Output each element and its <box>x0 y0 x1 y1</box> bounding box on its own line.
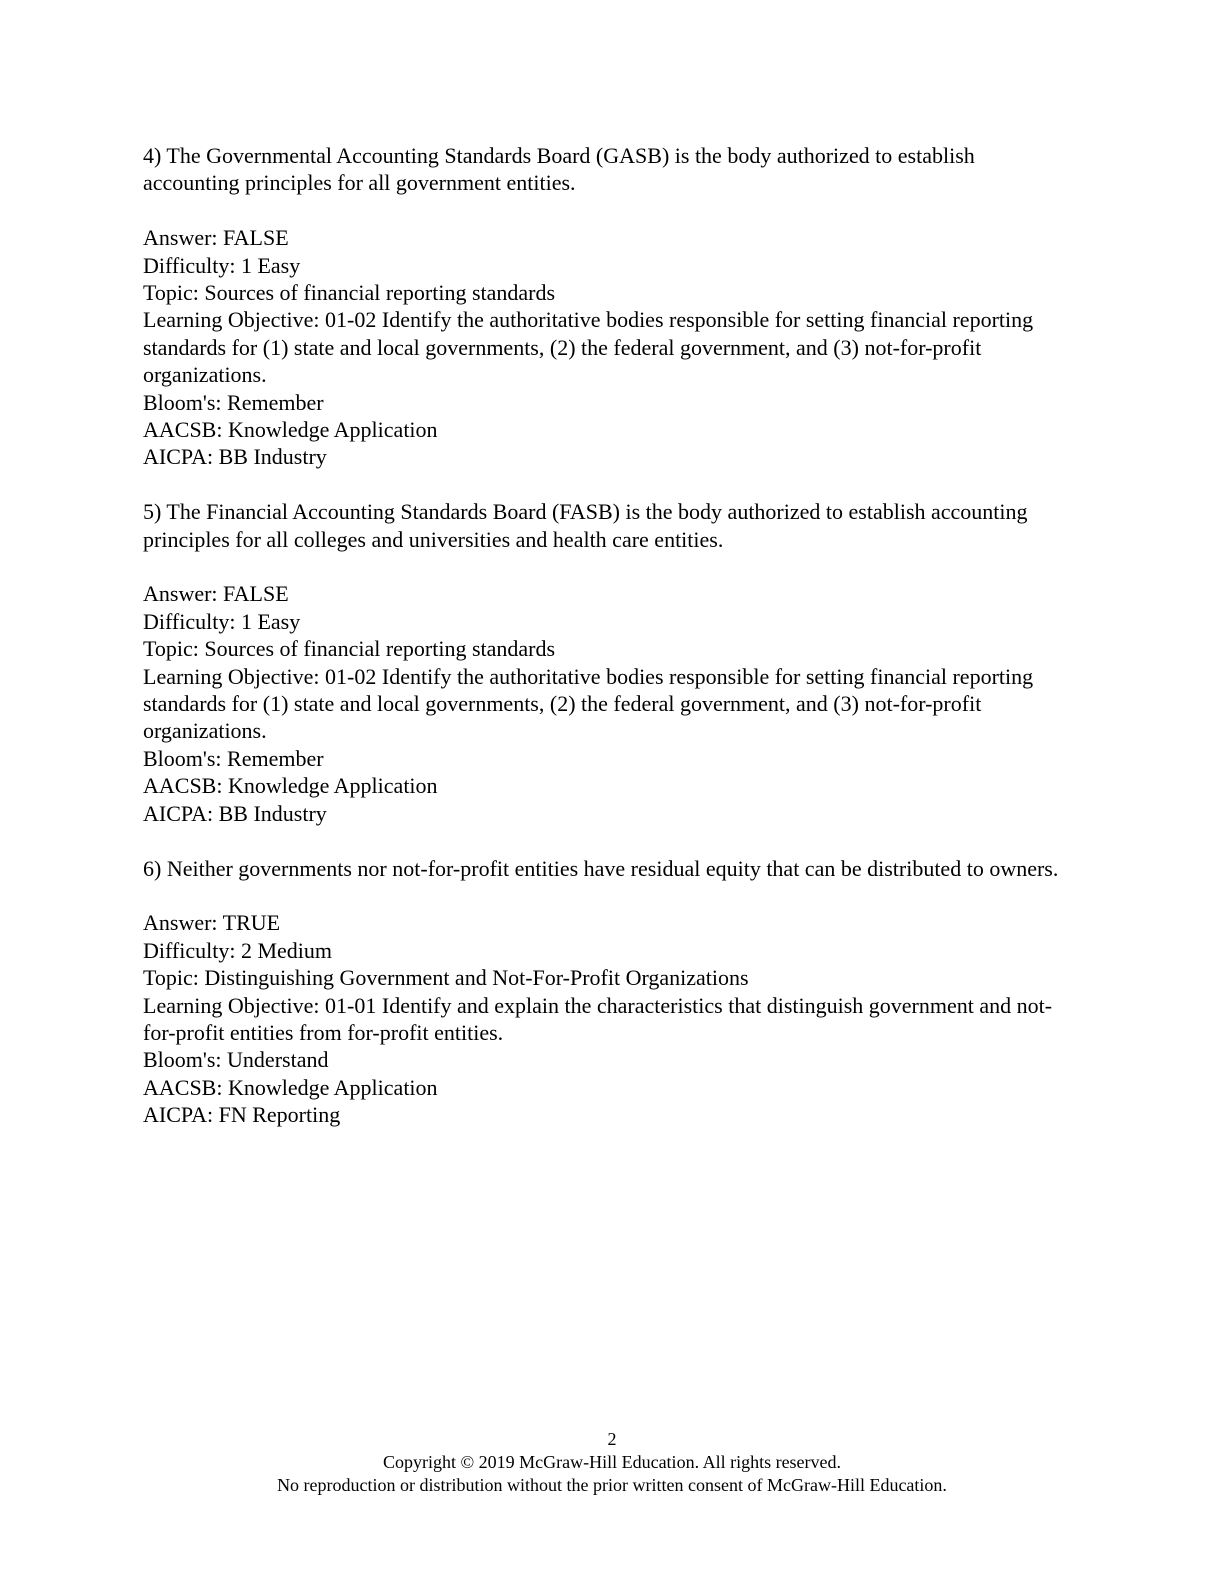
topic: Topic: Distinguishing Government and Not-For-Profit Organizations <box>143 965 749 991</box>
difficulty: Difficulty: 1 Easy <box>143 252 301 278</box>
difficulty: Difficulty: 2 Medium <box>143 937 333 963</box>
question-5 <box>143 498 1063 827</box>
topic: Topic: Sources of financial reporting standards <box>143 280 556 306</box>
answer: Answer: TRUE <box>143 910 281 936</box>
blooms: Bloom's: Remember <box>143 389 324 415</box>
question-4 <box>143 142 1063 471</box>
aacsb: AACSB: Knowledge Application <box>143 1074 438 1100</box>
learning-objective: Learning Objective: 01-02 Identify the authoritative bodies responsible for setting financial reporting standards for (1) state and local governments, (2) the federal government, and (3) not-for-profit organizations. <box>143 663 1034 744</box>
document-body <box>143 142 1063 1156</box>
learning-objective: Learning Objective: 01-01 Identify and explain the characteristics that distinguish government and not-for-profit entities from for-profit entities. <box>143 992 1053 1045</box>
page-number: 2 <box>607 1429 617 1449</box>
aicpa: AICPA: BB Industry <box>143 444 327 470</box>
copyright-notice: Copyright © 2019 McGraw-Hill Education. All rights reserved. <box>382 1452 842 1472</box>
reproduction-notice: No reproduction or distribution without the prior written consent of McGraw-Hill Education. <box>277 1475 947 1495</box>
blooms: Bloom's: Remember <box>143 745 324 771</box>
answer: Answer: FALSE <box>143 225 289 251</box>
question-metadata <box>143 224 1063 471</box>
topic: Topic: Sources of financial reporting standards <box>143 636 556 662</box>
question-metadata <box>143 909 1063 1128</box>
answer: Answer: FALSE <box>143 581 289 607</box>
question-metadata <box>143 580 1063 827</box>
question-text: 5) The Financial Accounting Standards Board (FASB) is the body authorized to establish accounting principles for all colleges and universities and health care entities. <box>143 499 1028 552</box>
aicpa: AICPA: BB Industry <box>143 800 327 826</box>
blooms: Bloom's: Understand <box>143 1047 329 1073</box>
question-text: 6) Neither governments nor not-for-profit entities have residual equity that can be distributed to owners. <box>143 855 1059 881</box>
aicpa: AICPA: FN Reporting <box>143 1102 341 1128</box>
page-footer <box>0 1428 1224 1497</box>
aacsb: AACSB: Knowledge Application <box>143 773 438 799</box>
question-text: 4) The Governmental Accounting Standards Board (GASB) is the body authorized to establish accounting principles for all government entities. <box>143 143 975 196</box>
difficulty: Difficulty: 1 Easy <box>143 608 301 634</box>
aacsb: AACSB: Knowledge Application <box>143 417 438 443</box>
question-6 <box>143 855 1063 1129</box>
learning-objective: Learning Objective: 01-02 Identify the authoritative bodies responsible for setting financial reporting standards for (1) state and local governments, (2) the federal government, and (3) not-for-profit organizations. <box>143 307 1034 388</box>
